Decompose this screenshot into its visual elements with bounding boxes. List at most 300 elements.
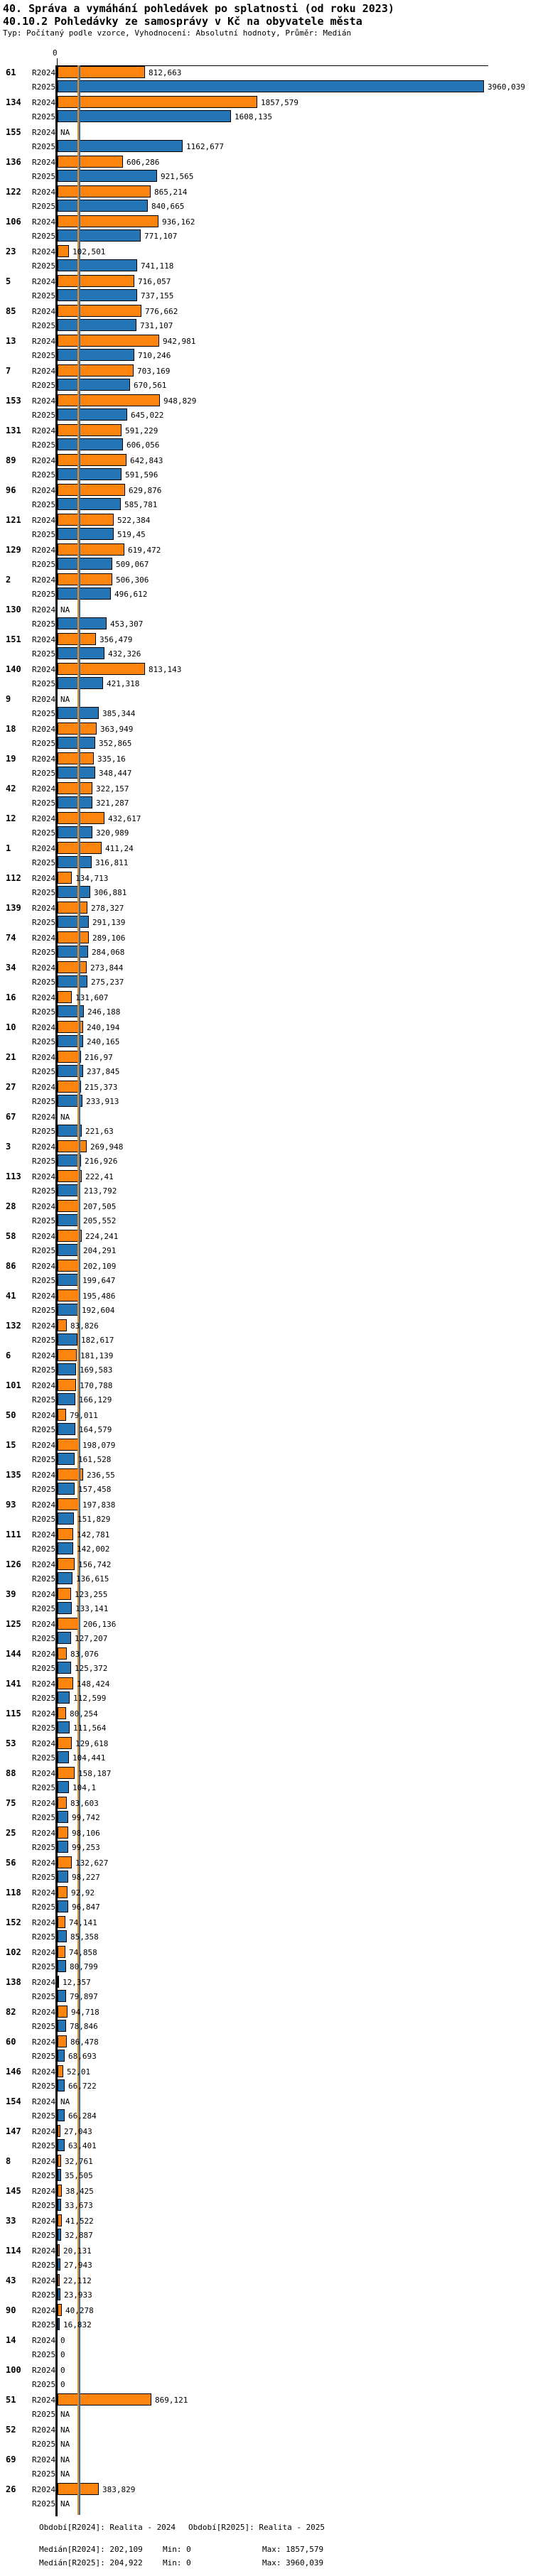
bar-r2024 [58, 484, 125, 496]
series-label-r2025: R2025 [32, 232, 56, 241]
bar-value: 27,943 [64, 2261, 92, 2270]
series-label-r2024: R2024 [32, 1739, 56, 1748]
bar-r2025 [58, 1572, 72, 1584]
group-id-label: 146 [6, 2067, 21, 2077]
bar-value: 74,141 [69, 1918, 97, 1927]
series-label-r2024: R2024 [32, 1769, 56, 1778]
group-id-label: 41 [6, 1291, 16, 1301]
group-id-label: 122 [6, 187, 21, 197]
series-label-r2024: R2024 [32, 784, 56, 794]
series-label-r2025: R2025 [32, 1753, 56, 1763]
bar-r2024 [58, 1200, 80, 1212]
bar-r2025 [58, 140, 183, 152]
series-label-r2024: R2024 [32, 1411, 56, 1420]
bar-value: 102,501 [72, 247, 106, 256]
series-label-r2024: R2024 [32, 2425, 56, 2435]
bar-value: 316,811 [95, 858, 129, 867]
bar-r2025 [58, 1512, 74, 1525]
series-label-r2025: R2025 [32, 2141, 56, 2150]
bar-value: 27,043 [64, 2127, 92, 2136]
bar-value: 22,112 [63, 2276, 92, 2285]
series-label-r2024: R2024 [32, 844, 56, 853]
bar-value: 142,781 [77, 1530, 110, 1539]
bar-r2025 [58, 2229, 61, 2241]
bar-value: 306,881 [94, 888, 127, 897]
bar-r2024 [58, 1618, 80, 1630]
bar-value: 12,357 [63, 1978, 91, 1987]
bar-value-zero: 0 [60, 2380, 65, 2389]
bar-value: 921,565 [161, 172, 194, 181]
series-label-r2024: R2024 [32, 2217, 56, 2226]
group-id-label: 132 [6, 1321, 21, 1331]
series-label-r2025: R2025 [32, 619, 56, 629]
bar-value: 170,788 [80, 1381, 113, 1390]
bar-value: 205,552 [83, 1216, 117, 1225]
group-id-label: 101 [6, 1380, 21, 1390]
bar-value: 291,139 [92, 918, 126, 927]
bar-value: 289,106 [92, 933, 126, 943]
group-id-label: 96 [6, 485, 16, 495]
series-label-r2025: R2025 [32, 500, 56, 509]
bar-r2025 [58, 80, 484, 92]
bar-value: 206,136 [83, 1620, 117, 1629]
bar-r2025 [58, 1662, 71, 1674]
series-label-r2024: R2024 [32, 1232, 56, 1241]
series-label-r2025: R2025 [32, 1574, 56, 1584]
bar-r2024 [58, 2155, 61, 2167]
bar-r2025 [58, 259, 137, 271]
series-label-r2024: R2024 [32, 2067, 56, 2077]
bar-value: 79,897 [70, 1992, 98, 2001]
bar-r2025 [58, 1841, 68, 1853]
group-id-label: 121 [6, 515, 21, 525]
bar-value: 195,486 [82, 1292, 116, 1301]
bar-value: 104,1 [72, 1783, 97, 1792]
bar-value: 812,663 [149, 68, 182, 77]
bar-value: 142,002 [77, 1544, 110, 1554]
bar-r2025 [58, 1393, 75, 1405]
bar-r2025 [58, 647, 104, 659]
bar-value: 670,561 [134, 381, 167, 390]
bar-value: 166,129 [79, 1395, 112, 1405]
bar-value: 133,141 [75, 1604, 109, 1613]
group-id-label: 27 [6, 1082, 16, 1092]
bar-value: 731,107 [140, 321, 173, 330]
series-label-r2024: R2024 [32, 695, 56, 704]
bar-r2024 [58, 454, 126, 466]
bar-value: 240,165 [87, 1037, 120, 1046]
bar-value: 606,286 [126, 158, 160, 167]
series-label-r2025: R2025 [32, 769, 56, 778]
bar-r2025 [58, 1363, 76, 1375]
bar-value-zero: 0 [60, 2366, 65, 2375]
bar-r2024 [58, 573, 112, 585]
bar-value: 35,505 [65, 2171, 93, 2180]
series-label-r2024: R2024 [32, 2097, 56, 2106]
bar-r2025 [58, 1721, 70, 1733]
bar-value-na: NA [60, 2469, 70, 2479]
series-label-r2024: R2024 [32, 1650, 56, 1659]
series-label-r2025: R2025 [32, 1336, 56, 1345]
bar-r2024 [58, 2065, 63, 2077]
series-label-r2025: R2025 [32, 381, 56, 390]
group-id-label: 140 [6, 664, 21, 674]
bar-value: 151,829 [77, 1515, 111, 1524]
series-label-r2025: R2025 [32, 1873, 56, 1882]
group-id-label: 147 [6, 2126, 21, 2136]
bar-value: 813,143 [149, 665, 182, 674]
bar-value: 585,781 [124, 500, 158, 509]
series-label-r2025: R2025 [32, 799, 56, 808]
series-label-r2024: R2024 [32, 2455, 56, 2464]
series-label-r2025: R2025 [32, 2440, 56, 2449]
footer-min-r2025: Min: 0 [163, 2558, 191, 2567]
bar-r2025 [58, 1602, 72, 1614]
bar-value-na: NA [60, 2499, 70, 2509]
series-label-r2024: R2024 [32, 2366, 56, 2375]
bar-r2024 [58, 1260, 80, 1272]
bar-r2025 [58, 408, 127, 421]
series-label-r2024: R2024 [32, 1053, 56, 1062]
series-label-r2025: R2025 [32, 1843, 56, 1852]
group-id-label: 125 [6, 1619, 21, 1629]
series-label-r2024: R2024 [32, 1113, 56, 1122]
bar-value: 111,564 [73, 1723, 107, 1733]
series-label-r2024: R2024 [32, 1023, 56, 1032]
axis-zero-tick [57, 58, 58, 65]
bar-r2024 [58, 752, 94, 764]
bar-value: 32,761 [65, 2157, 93, 2166]
group-id-label: 39 [6, 1589, 16, 1599]
bar-r2025 [58, 2318, 60, 2330]
bar-value: 80,799 [70, 1962, 98, 1971]
group-id-label: 69 [6, 2455, 16, 2464]
bar-r2025 [58, 2020, 66, 2032]
series-label-r2025: R2025 [32, 1992, 56, 2001]
bar-r2024 [58, 1498, 79, 1510]
bar-r2024 [58, 1856, 72, 1868]
bar-value: 385,344 [102, 709, 136, 718]
chart-meta-line: Typ: Počítaný podle vzorce, Vyhodnocení: Absolutní hodnoty, Průměr: Medián [3, 28, 352, 38]
bar-value: 78,846 [70, 2022, 98, 2031]
group-id-label: 28 [6, 1201, 16, 1211]
bar-value: 83,826 [70, 1321, 99, 1331]
group-id-label: 52 [6, 2425, 16, 2435]
bar-r2025 [58, 349, 134, 361]
bar-r2025 [58, 528, 114, 540]
group-id-label: 115 [6, 1709, 21, 1719]
group-id-label: 43 [6, 2275, 16, 2285]
series-label-r2025: R2025 [32, 2380, 56, 2389]
bar-value: 161,528 [78, 1455, 112, 1464]
bar-value: 356,479 [99, 635, 133, 644]
bar-value: 182,617 [81, 1336, 114, 1345]
bar-r2024 [58, 2035, 67, 2047]
bar-r2025 [58, 767, 95, 779]
bar-value: 519,45 [117, 530, 146, 539]
series-label-r2024: R2024 [32, 128, 56, 137]
group-id-label: 33 [6, 2216, 16, 2226]
series-label-r2025: R2025 [32, 888, 56, 897]
series-label-r2024: R2024 [32, 933, 56, 943]
bar-value: 52,01 [67, 2067, 91, 2077]
group-id-label: 58 [6, 1231, 16, 1241]
bar-value-na: NA [60, 2425, 70, 2435]
series-label-r2025: R2025 [32, 142, 56, 151]
bar-r2025 [58, 2079, 65, 2091]
bar-r2024 [58, 514, 114, 526]
group-id-label: 18 [6, 724, 16, 734]
bar-value: 591,596 [125, 470, 158, 480]
bar-value: 453,307 [110, 619, 144, 629]
group-id-label: 136 [6, 157, 21, 167]
bar-r2024 [58, 1976, 59, 1988]
bar-r2024 [58, 991, 72, 1003]
series-label-r2024: R2024 [32, 2246, 56, 2256]
series-label-r2025: R2025 [32, 1544, 56, 1554]
bar-r2025 [58, 170, 157, 182]
series-label-r2024: R2024 [32, 2157, 56, 2166]
series-label-r2024: R2024 [32, 2485, 56, 2494]
bar-r2025 [58, 379, 130, 391]
series-label-r2024: R2024 [32, 1978, 56, 1987]
bar-r2025 [58, 1900, 68, 1912]
series-label-r2024: R2024 [32, 2187, 56, 2196]
series-label-r2025: R2025 [32, 440, 56, 450]
bar-value: 383,829 [102, 2485, 136, 2494]
bar-r2024 [58, 1439, 79, 1451]
bar-value: 642,843 [130, 456, 163, 465]
group-id-label: 5 [6, 276, 11, 286]
bar-r2024 [58, 2125, 60, 2137]
bar-value: 322,157 [96, 784, 129, 794]
bar-value: 275,237 [91, 978, 124, 987]
bar-r2024 [58, 1289, 79, 1301]
bar-r2025 [58, 498, 121, 510]
bar-r2024 [58, 1319, 67, 1331]
series-label-r2024: R2024 [32, 367, 56, 376]
bar-value-na: NA [60, 605, 70, 615]
group-id-label: 134 [6, 97, 21, 107]
bar-r2024 [58, 1797, 67, 1809]
group-id-label: 155 [6, 127, 21, 137]
bar-r2024 [58, 931, 89, 943]
group-id-label: 12 [6, 813, 16, 823]
bar-r2025 [58, 2050, 65, 2062]
bar-r2025 [58, 200, 148, 212]
bar-value: 352,865 [99, 739, 132, 748]
bar-r2025 [58, 468, 122, 480]
bar-r2024 [58, 902, 87, 914]
bar-r2024 [58, 335, 159, 347]
series-label-r2024: R2024 [32, 1590, 56, 1599]
bar-r2024 [58, 663, 145, 675]
bar-value: 320,989 [96, 828, 129, 838]
series-label-r2024: R2024 [32, 396, 56, 406]
group-id-label: 23 [6, 247, 16, 256]
bar-r2025 [58, 975, 87, 987]
bar-r2024 [58, 782, 92, 794]
group-id-label: 138 [6, 1977, 21, 1987]
series-label-r2025: R2025 [32, 2052, 56, 2061]
series-label-r2025: R2025 [32, 709, 56, 718]
bar-value: 33,673 [65, 2201, 93, 2210]
bar-r2024 [58, 961, 87, 973]
group-id-label: 153 [6, 396, 21, 406]
bar-r2024 [58, 2393, 151, 2405]
series-label-r2024: R2024 [32, 1560, 56, 1569]
bar-r2025 [58, 1990, 66, 2002]
group-id-label: 75 [6, 1798, 16, 1808]
group-id-label: 3 [6, 1142, 11, 1152]
bar-value: 273,844 [90, 963, 124, 973]
bar-value: 16,832 [63, 2320, 92, 2329]
group-id-label: 130 [6, 605, 21, 615]
series-label-r2024: R2024 [32, 1083, 56, 1092]
group-id-label: 141 [6, 1679, 21, 1689]
bar-value-na: NA [60, 128, 70, 137]
series-label-r2025: R2025 [32, 2231, 56, 2240]
group-id-label: 10 [6, 1022, 16, 1032]
bar-value: 68,693 [68, 2052, 97, 2061]
series-label-r2025: R2025 [32, 649, 56, 659]
bar-r2024 [58, 633, 96, 645]
series-label-r2024: R2024 [32, 1918, 56, 1927]
series-label-r2024: R2024 [32, 963, 56, 973]
series-label-r2024: R2024 [32, 1620, 56, 1629]
group-id-label: 111 [6, 1530, 21, 1539]
bar-value-na: NA [60, 2455, 70, 2464]
series-label-r2024: R2024 [32, 1441, 56, 1450]
page-title: 40. Správa a vymáhání pohledávek po splatnosti (od roku 2023) [3, 2, 394, 15]
bar-r2024 [58, 1767, 75, 1779]
bar-r2025 [58, 1333, 77, 1346]
bar-value: 629,876 [129, 486, 162, 495]
bar-r2025 [58, 1781, 69, 1793]
bar-r2025 [58, 2199, 61, 2211]
series-label-r2025: R2025 [32, 2320, 56, 2329]
series-label-r2024: R2024 [32, 1381, 56, 1390]
series-label-r2024: R2024 [32, 665, 56, 674]
series-label-r2024: R2024 [32, 516, 56, 525]
series-label-r2024: R2024 [32, 2008, 56, 2017]
series-label-r2024: R2024 [32, 1948, 56, 1957]
bar-value: 710,246 [138, 351, 171, 360]
bar-r2024 [58, 1528, 73, 1540]
bar-value: 776,662 [145, 307, 178, 316]
series-label-r2025: R2025 [32, 1186, 56, 1196]
series-label-r2025: R2025 [32, 1037, 56, 1046]
bar-r2025 [58, 826, 92, 838]
series-label-r2025: R2025 [32, 1783, 56, 1792]
bar-value: 411,24 [105, 844, 134, 853]
bar-r2025 [58, 2169, 61, 2181]
series-label-r2025: R2025 [32, 82, 56, 92]
group-id-label: 6 [6, 1351, 11, 1360]
bar-value: 237,845 [87, 1067, 120, 1076]
bar-value: 198,079 [82, 1441, 116, 1450]
series-label-r2024: R2024 [32, 2276, 56, 2285]
bar-value: 98,106 [72, 1829, 100, 1838]
bar-value: 771,107 [144, 232, 178, 241]
series-label-r2025: R2025 [32, 1813, 56, 1822]
series-label-r2024: R2024 [32, 486, 56, 495]
bar-value: 164,579 [79, 1425, 112, 1434]
bar-r2025 [58, 2109, 65, 2121]
bar-r2024 [58, 2274, 60, 2286]
series-label-r2025: R2025 [32, 112, 56, 121]
bar-value: 236,55 [87, 1471, 115, 1480]
bar-r2025 [58, 1244, 80, 1256]
series-label-r2024: R2024 [32, 725, 56, 734]
bar-value: 123,255 [75, 1590, 108, 1599]
bar-value: 509,067 [116, 560, 149, 569]
series-label-r2024: R2024 [32, 575, 56, 585]
bar-r2024 [58, 1588, 71, 1600]
group-id-label: 93 [6, 1500, 16, 1510]
series-label-r2024: R2024 [32, 2037, 56, 2047]
group-id-label: 42 [6, 784, 16, 794]
bar-value: 66,284 [68, 2111, 97, 2121]
bar-r2024 [58, 2214, 62, 2226]
group-id-label: 25 [6, 1828, 16, 1838]
bar-value: 321,287 [96, 799, 129, 808]
bar-value: 645,022 [131, 411, 164, 420]
bar-r2025 [58, 1871, 68, 1883]
group-id-label: 144 [6, 1649, 21, 1659]
bar-value: 348,447 [99, 769, 132, 778]
bar-value: 74,858 [69, 1948, 97, 1957]
group-id-label: 113 [6, 1171, 21, 1181]
bar-value: 104,441 [72, 1753, 106, 1763]
group-id-label: 67 [6, 1112, 16, 1122]
group-id-label: 85 [6, 306, 16, 316]
group-id-label: 90 [6, 2305, 16, 2315]
series-label-r2025: R2025 [32, 1007, 56, 1017]
group-id-label: 102 [6, 1947, 21, 1957]
series-label-r2024: R2024 [32, 1172, 56, 1181]
series-label-r2025: R2025 [32, 1276, 56, 1285]
bar-value: 606,056 [126, 440, 160, 450]
bar-value: 741,118 [141, 261, 174, 271]
bar-r2024 [58, 1886, 68, 1898]
bar-r2024 [58, 245, 69, 257]
series-label-r2025: R2025 [32, 918, 56, 927]
group-id-label: 26 [6, 2484, 16, 2494]
bar-r2025 [58, 1751, 69, 1763]
bar-value: 136,615 [76, 1574, 109, 1584]
bar-r2025 [58, 1304, 78, 1316]
bar-r2024 [58, 364, 134, 377]
bar-value: 1608,135 [235, 112, 272, 121]
series-label-r2024: R2024 [32, 217, 56, 227]
bar-value-na: NA [60, 695, 70, 704]
series-label-r2024: R2024 [32, 247, 56, 256]
bar-value: 66,722 [68, 2082, 97, 2091]
series-label-r2024: R2024 [32, 2127, 56, 2136]
group-id-label: 106 [6, 217, 21, 227]
series-label-r2025: R2025 [32, 470, 56, 480]
bar-r2025 [58, 229, 141, 242]
group-id-label: 82 [6, 2007, 16, 2017]
series-label-r2025: R2025 [32, 2201, 56, 2210]
group-id-label: 135 [6, 1470, 21, 1480]
group-id-label: 100 [6, 2365, 21, 2375]
series-label-r2024: R2024 [32, 158, 56, 167]
series-label-r2025: R2025 [32, 590, 56, 599]
series-label-r2025: R2025 [32, 2499, 56, 2509]
series-label-r2025: R2025 [32, 1664, 56, 1673]
